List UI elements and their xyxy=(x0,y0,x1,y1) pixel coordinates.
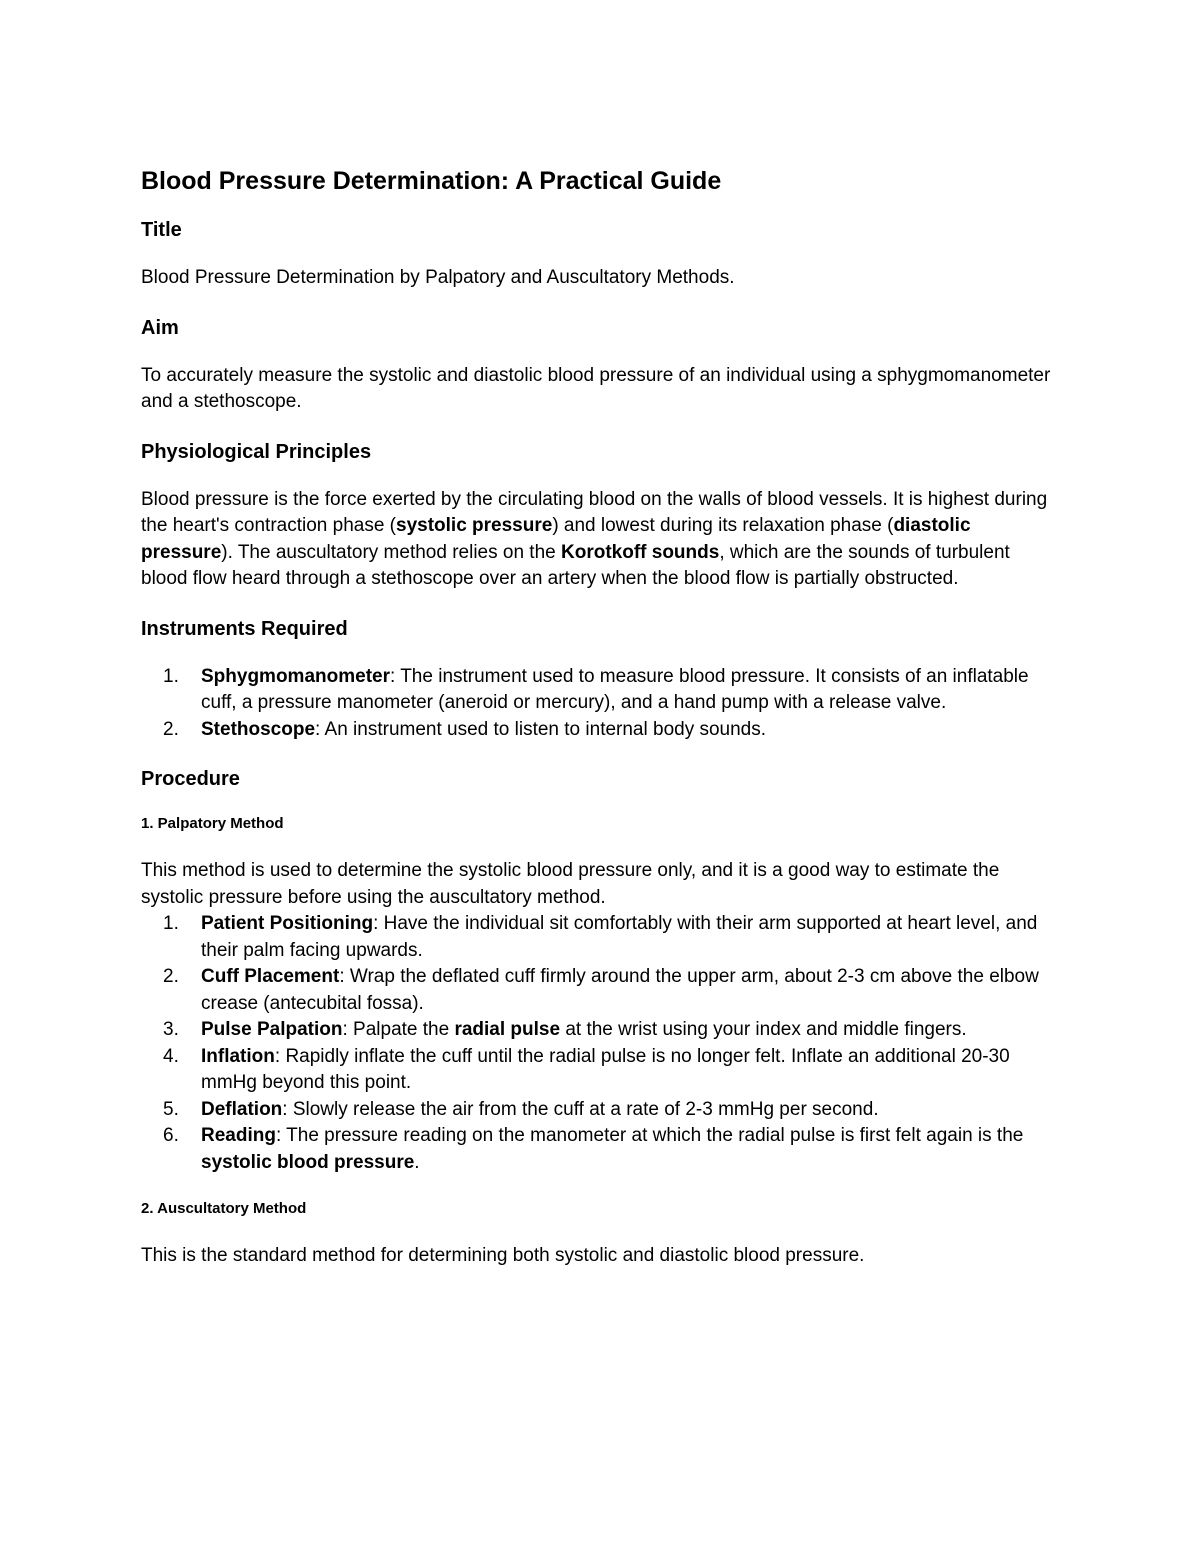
step-term: Deflation xyxy=(201,1098,283,1120)
list-item xyxy=(141,911,1061,964)
list-item xyxy=(141,1097,1061,1124)
instrument-description: : An instrument used to listen to internal body sounds. xyxy=(315,718,767,740)
list-number: 3. xyxy=(163,1019,179,1040)
principles-paragraph xyxy=(141,487,1061,593)
list-number: 6. xyxy=(163,1125,179,1146)
instruments-list xyxy=(141,664,1061,744)
korotkoff-sounds-term: Korotkoff sounds xyxy=(561,541,720,563)
list-item xyxy=(141,964,1061,1017)
title-section-text: Blood Pressure Determination by Palpatory and Auscultatory Methods. xyxy=(141,267,735,288)
principles-text-1: Blood pressure is the force exerted by the circulating blood on the walls of blood vessels. It is highest during the heart's contraction phase ( xyxy=(141,488,1048,536)
list-number: 2. xyxy=(163,966,179,987)
radial-pulse-term: radial pulse xyxy=(454,1019,561,1040)
list-number: 5. xyxy=(163,1098,179,1120)
principles-text-3: ). The auscultatory method relies on the xyxy=(221,541,561,563)
step-description: . xyxy=(414,1151,420,1173)
list-item xyxy=(141,717,1061,744)
step-description: : Rapidly inflate the cuff until the radial pulse is no longer felt. Inflate an additional 20-30 mmHg beyond this point. xyxy=(201,1045,1010,1093)
systolic-pressure-term: systolic pressure xyxy=(396,515,553,536)
step-term: Inflation xyxy=(201,1045,275,1067)
list-item xyxy=(141,1017,1061,1044)
list-item xyxy=(141,664,1061,717)
palpatory-method-heading: 1. Palpatory Method xyxy=(141,815,284,832)
principles-text-4: , which are the sounds of turbulent blood flow heard through a stethoscope over an artery when the blood flow is partially obstructed. xyxy=(141,541,1010,589)
systolic-blood-pressure-term: systolic blood pressure xyxy=(201,1151,415,1173)
instrument-description: : The instrument used to measure blood pressure. It consists of an inflatable cuff, a pressure manometer (aneroid or mercury), and a hand pump with a release valve. xyxy=(201,665,1029,713)
step-description: : Palpate the xyxy=(342,1019,455,1040)
instrument-term: Sphygmomanometer xyxy=(201,665,390,687)
document-page xyxy=(141,165,1061,1293)
auscultatory-method-heading: 2. Auscultatory Method xyxy=(141,1200,307,1217)
step-term: Cuff Placement xyxy=(201,966,340,987)
list-number: 1. xyxy=(163,913,179,934)
list-number: 2. xyxy=(163,718,179,740)
principles-section-heading: Physiological Principles xyxy=(141,440,372,463)
title-section-heading: Title xyxy=(141,219,182,241)
step-description: : Wrap the deflated cuff firmly around the upper arm, about 2-3 cm above the elbow crease (antecubital fossa). xyxy=(201,966,1039,1014)
instrument-term: Stethoscope xyxy=(201,718,316,740)
aim-section-text: To accurately measure the systolic and diastolic blood pressure of an individual using a sphygmomanometer and a stethoscope. xyxy=(141,364,1051,412)
principles-text-2: ) and lowest during its relaxation phase ( xyxy=(552,515,894,536)
list-item xyxy=(141,1123,1061,1176)
step-description: at the wrist using your index and middle fingers. xyxy=(560,1019,967,1040)
procedure-section-heading: Procedure xyxy=(141,768,240,790)
auscultatory-intro: This is the standard method for determining both systolic and diastolic blood pressure. xyxy=(141,1245,865,1266)
step-term: Pulse Palpation xyxy=(201,1019,343,1040)
step-term: Reading xyxy=(201,1125,276,1146)
list-number: 4. xyxy=(163,1045,179,1067)
document-title: Blood Pressure Determination: A Practical Guide xyxy=(141,167,722,195)
step-description: : The pressure reading on the manometer at which the radial pulse is first felt again is the xyxy=(275,1125,1024,1146)
instruments-section-heading: Instruments Required xyxy=(141,617,348,640)
step-term: Patient Positioning xyxy=(201,913,374,934)
palpatory-intro: This method is used to determine the systolic blood pressure only, and it is a good way to estimate the systolic pressure before using the auscultatory method. xyxy=(141,860,1000,908)
step-description: : Slowly release the air from the cuff at a rate of 2-3 mmHg per second. xyxy=(282,1098,879,1120)
aim-section-heading: Aim xyxy=(141,316,179,339)
list-number: 1. xyxy=(163,665,179,687)
step-description: : Have the individual sit comfortably with their arm supported at heart level, and their palm facing upwards. xyxy=(201,913,1038,961)
diastolic-pressure-term: diastolic pressure xyxy=(141,515,971,563)
list-item xyxy=(141,1044,1061,1097)
palpatory-steps-list xyxy=(141,911,1061,1176)
